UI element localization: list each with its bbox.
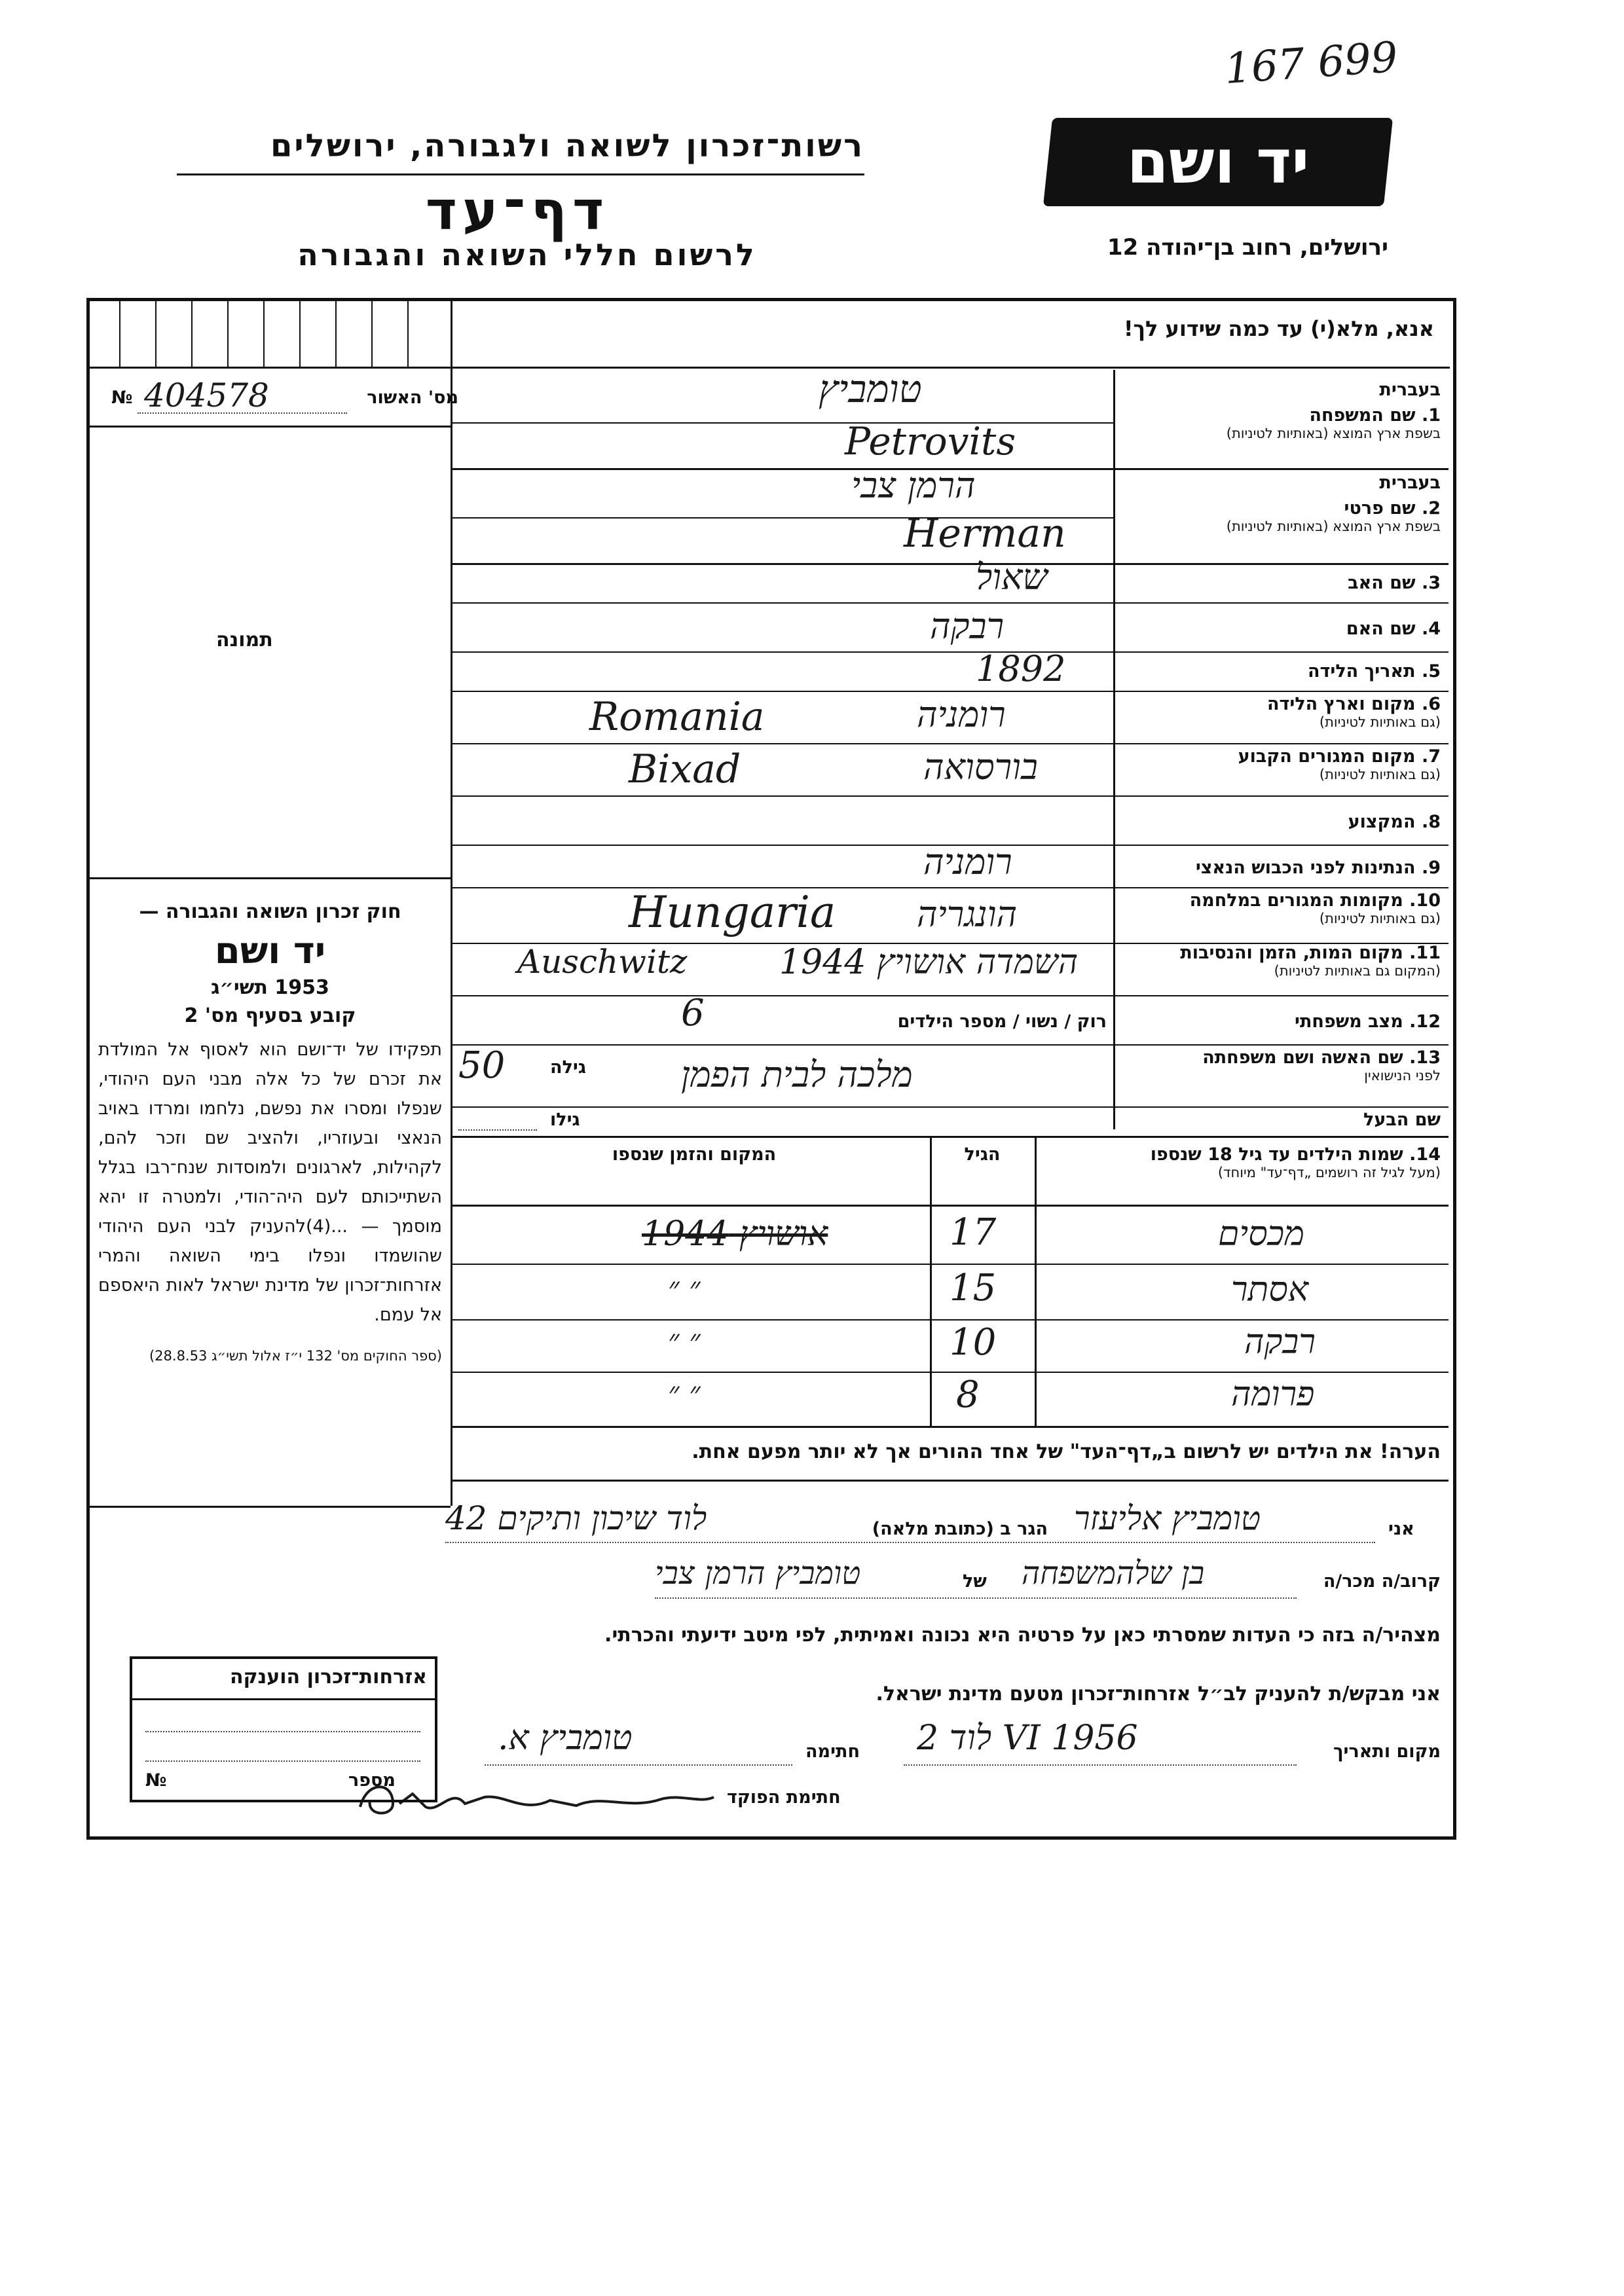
field-11-note: (המקום גם באותיות לטיניות) <box>1274 963 1441 979</box>
field-10-value-latin: Hungaria <box>629 887 836 938</box>
field-6-value-latin: Romania <box>589 694 765 740</box>
field-5-value: 1892 <box>976 648 1066 689</box>
place-date-label: מקום ותאריך <box>1333 1741 1441 1762</box>
signature-label: חתימה <box>805 1741 860 1762</box>
officer-label: חתימת הפוקד <box>727 1787 841 1808</box>
field-2-value-latin: Herman <box>904 511 1066 556</box>
field-2-label: שם פרטי <box>1344 498 1416 519</box>
citizenship-number-label: מספר <box>348 1770 396 1791</box>
field-9-value-he: רומניה <box>923 841 1012 883</box>
child-age: 15 <box>950 1267 997 1309</box>
law-clause: קובע בסעיף מס' 2 <box>184 1004 356 1027</box>
registration-label: מס' האשור <box>367 388 458 408</box>
citizenship-no-mark: № <box>145 1770 167 1791</box>
form-title: דף־עד <box>425 180 610 242</box>
yad-vashem-logo <box>1043 118 1393 206</box>
law-box <box>98 900 442 1364</box>
field-6: 6. מקום וארץ הלידה (גם באותיות לטיניות) <box>1120 694 1441 730</box>
law-text: תפקידו של יד־ושם הוא לאסוף אל המולדת את זכרם של כל אלה מבני העם היהודי, שנפלו ומסרו את נפשם, נלחמו ומרדו באויב הנאצי ובעוזריו, ולהציב שם וזכר להם, לקהילות, לארגונים ולמוסדות שנח־רבו בגלל השתייכותם לעם היה־הודי, ולמטרה זו יהא מוסמך — ...(4)להעניק לבני העם היהודי שהושמדו ונפלו בימי השואה והמרי אזרחות־זכרון של מדינת ישראל לאות היאספם אל עמם. <box>98 1040 442 1325</box>
citizenship-title: אזרחות־זכרון הוענקה <box>229 1666 427 1688</box>
field-10: 10. מקומות המגורים במלחמה (גם באותיות לטיניות) <box>1120 890 1441 926</box>
citizenship-box <box>130 1656 437 1802</box>
place-date-value: לוד 2 VI 1956 <box>917 1719 1138 1758</box>
wife-age-value: 50 <box>458 1044 506 1087</box>
field-7-note: (גם באותיות לטיניות) <box>1319 767 1441 782</box>
child-name: מכסים <box>1218 1214 1304 1254</box>
wife-value: מלכה לבית הפמן <box>681 1054 913 1095</box>
child-name: אסתר <box>1231 1270 1309 1309</box>
child-name: פרומה <box>1231 1375 1315 1414</box>
law-title-1: חוק זכרון השואה והגבורה — <box>139 900 401 923</box>
child-name: רבקה <box>1244 1322 1316 1362</box>
registration-no-mark: № <box>111 388 133 408</box>
husband-label: שם הבעל <box>1363 1110 1441 1130</box>
field-13: 13. שם האשה ושם משפחתה לפני הנישואין <box>1120 1048 1441 1084</box>
field-9: 9. הנתינות לפני הכבוש הנאצי <box>1195 858 1441 878</box>
field-12: 12. מצב משפחתי <box>1295 1011 1441 1032</box>
note: הערה! את הילדים יש לרשום ב„דף־העד" של אחד ההורים אך לא יותר מפעם אחת. <box>692 1440 1441 1463</box>
field-4: 4. שם האם <box>1346 619 1441 639</box>
field-6-note: (גם באותיות לטיניות) <box>1319 714 1441 730</box>
instruction: אנא, מלא(י) עד כמה שידוע לך! <box>1123 316 1434 341</box>
field-5: 5. תאריך הלידה <box>1307 661 1441 682</box>
wife-sub: לפני הנישואין <box>1364 1068 1441 1084</box>
field-1-value-he: טומביץ <box>819 367 922 411</box>
child-place: ״ ״ <box>668 1375 701 1410</box>
law-title-2: יד ושם <box>214 930 326 972</box>
field-2-value-he: הרמן צבי <box>851 465 976 506</box>
field-10-note: (גם באותיות לטיניות) <box>1319 911 1441 926</box>
address: ירושלים, רחוב בן־יהודה 12 <box>1107 234 1388 261</box>
field-8: 8. המקצוע <box>1348 812 1441 832</box>
field-4-value-he: רבקה <box>930 606 1005 647</box>
decl-address: לוד שיכון ותיקים 42 <box>445 1499 707 1537</box>
decl-relation-label: קרוב/ה מכר/ה <box>1323 1571 1441 1592</box>
registration-value: 404578 <box>144 376 269 414</box>
field-7-value-latin: Bixad <box>629 746 741 792</box>
field-11: 11. מקום המות, הזמן והנסיבות (המקום גם באותיות לטיניות) <box>1120 943 1441 979</box>
marital-options: רוק / נשוי / מספר הילדים <box>897 1011 1107 1032</box>
decl-request: אני מבקש/ת להעניק לב״ל אזרחות־זכרון מטעם מדינת ישראל. <box>876 1683 1441 1705</box>
field-3-value-he: שאול <box>976 556 1048 598</box>
decl-of-label: של <box>963 1571 987 1592</box>
col-age-header: הגיל <box>964 1144 1001 1165</box>
child-age: 17 <box>950 1211 997 1254</box>
org-underline <box>177 173 864 175</box>
wife-age-label: גילה <box>550 1057 586 1078</box>
field-11-value-he: השמדה אושויץ 1944 <box>779 943 1079 982</box>
field-1-value-latin: Petrovits <box>845 419 1016 464</box>
field-3: 3. שם האב <box>1348 573 1441 593</box>
org-line: רשות־זכרון לשואה ולגבורה, ירושלים <box>270 128 864 164</box>
code-boxes <box>90 301 451 367</box>
children-title-sub: (מעל לגיל זה רושמים „דף־עד" מיוחד) <box>1217 1165 1441 1180</box>
decl-statement: מצהיר/ה בזה כי העדות שמסרתי כאן על פרטיה היא נכונה ואמיתית, לפי מיטב ידיעתי והכרתי. <box>604 1624 1441 1647</box>
field-1-sub-hebrew: בעברית <box>1379 380 1441 400</box>
field-1 <box>1120 380 1441 441</box>
form-subtitle: לרשום חללי השואה והגבורה <box>297 237 757 272</box>
field-1-sub-latin: בשפת ארץ המוצא (באותיות לטיניות) <box>1226 426 1441 441</box>
field-11-value-latin: Auschwitz <box>517 943 688 981</box>
archive-number: 167 699 <box>1223 33 1399 94</box>
decl-resides-label: הגר ב (כתובת מלאה) <box>872 1519 1048 1539</box>
child-place: ״ ״ <box>668 1270 701 1305</box>
field-7-value-he: בורסואה <box>923 746 1038 788</box>
field-1-num: 1. <box>1421 405 1441 426</box>
logo-text: יד ושם <box>1126 127 1310 197</box>
child-place: אושויץ 1944 <box>642 1214 828 1254</box>
photo-label: תמונה <box>216 629 273 651</box>
law-year: 1953 תשי״ג <box>211 976 329 999</box>
children-count: 6 <box>681 992 705 1034</box>
field-2-num: 2. <box>1421 498 1441 519</box>
field-1-label: שם המשפחה <box>1309 405 1416 426</box>
law-source: (ספר החוקים מס' 132 י״ז אלול תשי״ג 28.8.53) <box>149 1348 442 1364</box>
field-2-sub-latin: בשפת ארץ המוצא (באותיות לטיניות) <box>1226 519 1441 534</box>
field-2-sub-hebrew: בעברית <box>1379 473 1441 493</box>
child-place: ״ ״ <box>668 1322 701 1358</box>
decl-of-value: טומביץ הרמן צבי <box>655 1555 861 1592</box>
field-2 <box>1120 473 1441 534</box>
child-age: 10 <box>950 1321 997 1364</box>
decl-ani: אני <box>1388 1519 1414 1539</box>
field-6-value-he: רומניה <box>917 694 1006 735</box>
field-10-value-he: הונגריה <box>917 894 1018 935</box>
decl-relation-value: בן שלהמשפחה <box>1022 1555 1205 1592</box>
signature-value: טומביץ א. <box>498 1719 633 1758</box>
col-place-header: המקום והזמן שנספו <box>612 1144 777 1165</box>
decl-name: טומביץ אליעזר <box>1074 1499 1261 1537</box>
husband-age-label: גילו <box>550 1110 580 1130</box>
child-age: 8 <box>956 1374 980 1416</box>
children-header: 14. שמות הילדים עד גיל 18 שנספו (מעל לגיל זה רושמים „דף־עד" מיוחד) <box>1041 1144 1441 1180</box>
field-7: 7. מקום המגורים הקבוע (גם באותיות לטיניות) <box>1120 746 1441 782</box>
